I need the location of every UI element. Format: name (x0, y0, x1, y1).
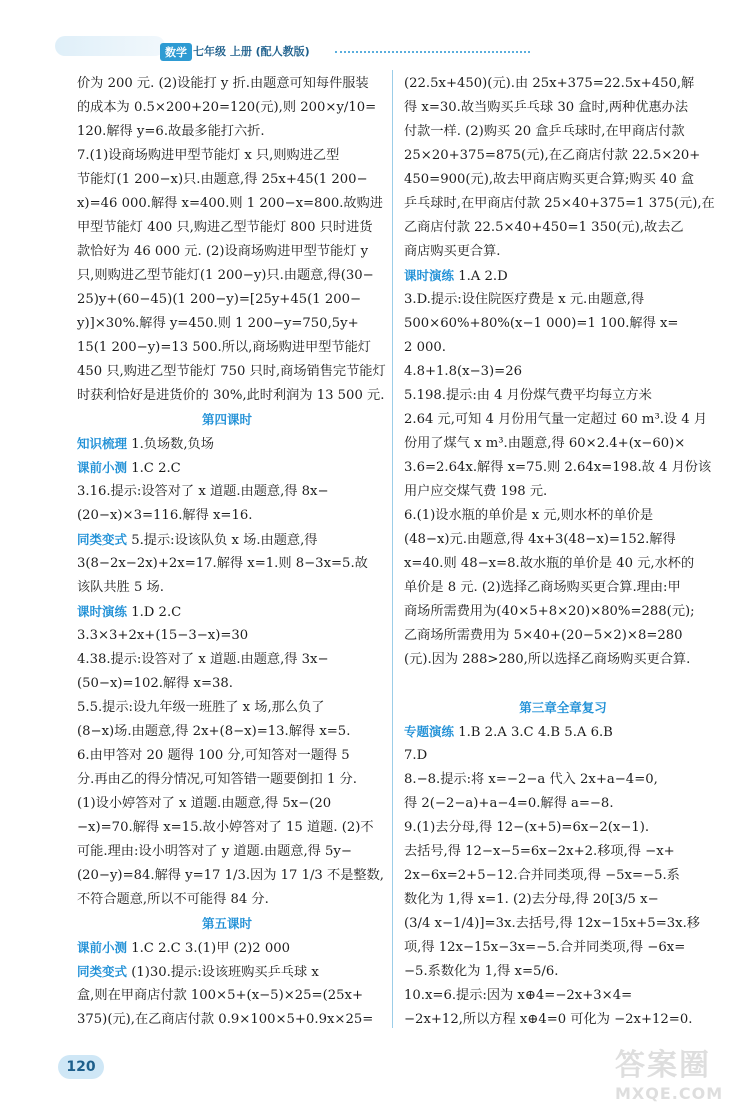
text-line: y)]×30%.解得 y=450.则 1 200−y=750,5y+ (77, 316, 359, 331)
text-line: 价为 200 元. (2)设能打 y 折.由题意可知每件服装 (77, 76, 369, 91)
text-line: 商店购买更合算. (404, 244, 501, 259)
text-line: −2x+12,所以方程 x⊕4=0 可化为 −2x+12=0. (404, 1012, 693, 1027)
left-column (77, 72, 386, 1032)
answer-text: 1.B 2.A 3.C 4.B 5.A 6.B (454, 725, 613, 740)
text-line: 甲型节能灯 400 只,购进乙型节能灯 800 只时进货 (77, 220, 373, 235)
text-line: 付款一样. (2)购买 20 盒乒乓球时,在甲商店付款 (404, 124, 685, 139)
section-tag: 知识梳理 (77, 436, 128, 451)
text-line: 120.解得 y=6.故最多能打六折. (77, 124, 265, 139)
text-line: 数化为 1,得 x=1. (2)去分母,得 20[3/5 x− (404, 892, 659, 907)
answer-text: 1.A 2.D (454, 269, 508, 284)
text-line: 不符合题意,所以不可能得 84 分. (77, 892, 269, 907)
text-line: 得 x=30.故当购买乒乓球 30 盒时,两种优惠办法 (404, 100, 689, 115)
text-line: −x)=70.解得 x=15.故小婷答对了 15 道题. (2)不 (77, 820, 374, 835)
text-line: 6.由甲答对 20 题得 100 分,可知答对一题得 5 (77, 748, 350, 763)
section-title-lesson5: 第五课时 (201, 916, 252, 931)
topic-practice (404, 720, 722, 744)
text-line: 节能灯(1 200−x)只.由题意,得 25x+45(1 200− (77, 172, 368, 187)
text-line: −5.系数化为 1,得 x=5/6. (404, 964, 559, 979)
text-line: 得 2(−2−a)+a−4=0.解得 a=−8. (404, 796, 614, 811)
text-line: 时获利恰好是进货价的 30%,此时利润为 13 500 元. (77, 388, 385, 403)
text-line: 3.3×3+2x+(15−3−x)=30 (77, 628, 249, 643)
text-line: 9.(1)去分母,得 12−(x+5)=6x−2(x−1). (404, 820, 650, 835)
text-line: 8.−8.提示:将 x=−2−a 代入 2x+a−4=0, (404, 772, 658, 787)
section-tag: 课时演练 (404, 268, 455, 283)
text-line: (50−x)=102.解得 x=38. (77, 676, 233, 691)
text-line: 375)(元),在乙商店付款 0.9×100×5+0.9x×25= (77, 1012, 374, 1027)
text-line: 4.38.提示:设答对了 x 道题.由题意,得 3x− (77, 652, 329, 667)
text-line: 盒,则在甲商店付款 100×5+(x−5)×25=(25x+ (77, 988, 364, 1003)
header-decoration (55, 36, 165, 56)
text-line: 去括号,得 12−x−5=6x−2x+2.移项,得 −x+ (404, 844, 675, 859)
text-line: 3(8−2x−2x)+2x=17.解得 x=1.则 8−3x=5.故 (77, 556, 368, 571)
section-tag: 课时演练 (77, 604, 128, 619)
watermark-logo-text: 答案圈 (615, 1048, 711, 1083)
spacer (404, 672, 722, 696)
text-line: 分.再由乙的得分情况,可知答错一题要倒扣 1 分. (77, 772, 357, 787)
text-line: 15(1 200−y)=13 500.所以,商场购进甲型节能灯 (77, 340, 371, 355)
text-line: 5.198.提示:由 4 月份煤气费平均每立方米 (404, 388, 652, 403)
text-line: (22.5x+450)(元).由 25x+375=22.5x+450,解 (404, 76, 695, 91)
section-tag: 课前小测 (77, 460, 128, 475)
pre-class-quiz (77, 456, 377, 480)
text-line: 2 000. (404, 340, 446, 355)
text-line: 25×20+375=875(元),在乙商店付款 22.5×20+ (404, 148, 701, 163)
text-line: (48−x)元.由题意,得 4x+3(48−x)=152.解得 (404, 532, 676, 547)
subject-badge: 数学 (160, 43, 192, 61)
answer-text: 1.C 2.C 3.(1)甲 (2)2 000 (127, 941, 291, 956)
text-line: 25)y+(60−45)(1 200−y)=[25y+45(1 200− (77, 292, 362, 307)
text-line: (元).因为 288>280,所以选择乙商场购买更合算. (404, 652, 691, 667)
text-line: 7.(1)设商场购进甲型节能灯 x 只,则购进乙型 (77, 148, 340, 163)
text-line: 4.8+1.8(x−3)=26 (404, 364, 522, 379)
text-line: 款恰好为 46 000 元. (2)设商场购进甲型节能灯 y (77, 244, 369, 259)
watermark (615, 1040, 735, 1103)
similar-variant (77, 528, 377, 552)
text-line: 2.64 元,可知 4 月份用气量一定超过 60 m³.设 4 月 (404, 412, 708, 427)
section-tag: 同类变式 (77, 964, 128, 979)
header-dotted-rule (335, 51, 530, 53)
answer-text: 5.提示:设该队负 x 场.由题意,得 (127, 533, 318, 548)
text-line: (20−y)=84.解得 y=17 1/3.因为 17 1/3 不是整数, (77, 868, 384, 883)
column-divider (392, 70, 393, 1028)
text-line: (8−x)场.由题意,得 2x+(8−x)=13.解得 x=5. (77, 724, 351, 739)
text-line: (20−x)×3=116.解得 x=16. (77, 508, 253, 523)
text-line: 单价是 8 元. (2)选择乙商场购买更合算.理由:甲 (404, 580, 681, 595)
text-line: 该队共胜 5 场. (77, 580, 164, 595)
similar-variant (77, 960, 377, 984)
answer-text: (1)30.提示:设该班购买乒乓球 x (127, 965, 319, 980)
text-line: 3.16.提示:设答对了 x 道题.由题意,得 8x− (77, 484, 329, 499)
section-title-lesson4: 第四课时 (201, 412, 252, 427)
text-line: (1)设小婷答对了 x 道题.由题意,得 5x−(20 (77, 796, 332, 811)
text-line: 只,则购进乙型节能灯(1 200−y)只.由题意,得(30− (77, 268, 374, 283)
text-line: 乙商店付款 22.5×40+450=1 350(元),故去乙 (404, 220, 684, 235)
text-line: 2x−6x=2+5−12.合并同类项,得 −5x=−5.系 (404, 868, 680, 883)
text-line: 的成本为 0.5×200+20=120(元),则 200×y/10= (77, 100, 377, 115)
text-line: 500×60%+80%(x−1 000)=1 100.解得 x= (404, 316, 679, 331)
answer-text: 1.C 2.C (127, 461, 181, 476)
text-line: 乒乓球时,在甲商店付款 25×40+375=1 375(元),在 (404, 196, 715, 211)
pre-class-quiz (77, 936, 377, 960)
grade-label: 七年级 上册 (配人教版) (193, 45, 310, 58)
text-line: 项,得 12x−15x−3x=−5.合并同类项,得 −6x= (404, 940, 686, 955)
page-header (0, 0, 750, 62)
text-line: 用户应交煤气费 198 元. (404, 484, 548, 499)
text-line: 6.(1)设水瓶的单价是 x 元,则水杯的单价是 (404, 508, 654, 523)
right-column (404, 72, 722, 1032)
text-line: x=40.则 48−x=8.故水瓶的单价是 40 元,水杯的 (404, 556, 695, 571)
section-tag: 同类变式 (77, 532, 128, 547)
text-line: 5.5.提示:设九年级一班胜了 x 场,那么负了 (77, 700, 325, 715)
text-line: x)=46 000.解得 x=400.则 1 200−x=800.故购进 (77, 196, 383, 211)
section-title-chapter-review: 第三章全章复习 (519, 700, 607, 715)
text-line: 450 只,购进乙型节能灯 750 只时,商场销售完节能灯 (77, 364, 386, 379)
watermark-url: MXQE.COM (615, 1084, 724, 1103)
text-line: 份用了煤气 x m³.由题意,得 60×2.4+(x−60)× (404, 436, 686, 451)
section-tag: 课前小测 (77, 940, 128, 955)
knowledge-summary (77, 432, 377, 456)
answer-text: 1.D 2.C (127, 605, 182, 620)
answer-text: 1.负场数,负场 (127, 437, 214, 452)
lesson-practice (77, 600, 377, 624)
text-line: 3.6=2.64x.解得 x=75.则 2.64x=198.故 4 月份该 (404, 460, 712, 475)
text-line: (3/4 x−1/4)]=3x.去括号,得 12x−15x+5=3x.移 (404, 916, 700, 931)
text-line: 可能.理由:设小明答对了 y 道题.由题意,得 5y− (77, 844, 352, 859)
section-tag: 专题演练 (404, 724, 455, 739)
text-line: 10.x=6.提示:因为 x⊕4=−2x+3×4= (404, 988, 633, 1003)
page-number: 120 (58, 1055, 104, 1079)
text-line: 3.D.提示:设住院医疗费是 x 元.由题意,得 (404, 292, 645, 307)
text-line: 商场所需费用为(40×5+8×20)×80%=288(元); (404, 604, 695, 619)
text-line: 7.D (404, 748, 428, 763)
text-line: 450=900(元),故去甲商店购买更合算;购买 40 盒 (404, 172, 695, 187)
text-line: 乙商场所需费用为 5×40+(20−5×2)×8=280 (404, 628, 683, 643)
lesson-practice (404, 264, 722, 288)
